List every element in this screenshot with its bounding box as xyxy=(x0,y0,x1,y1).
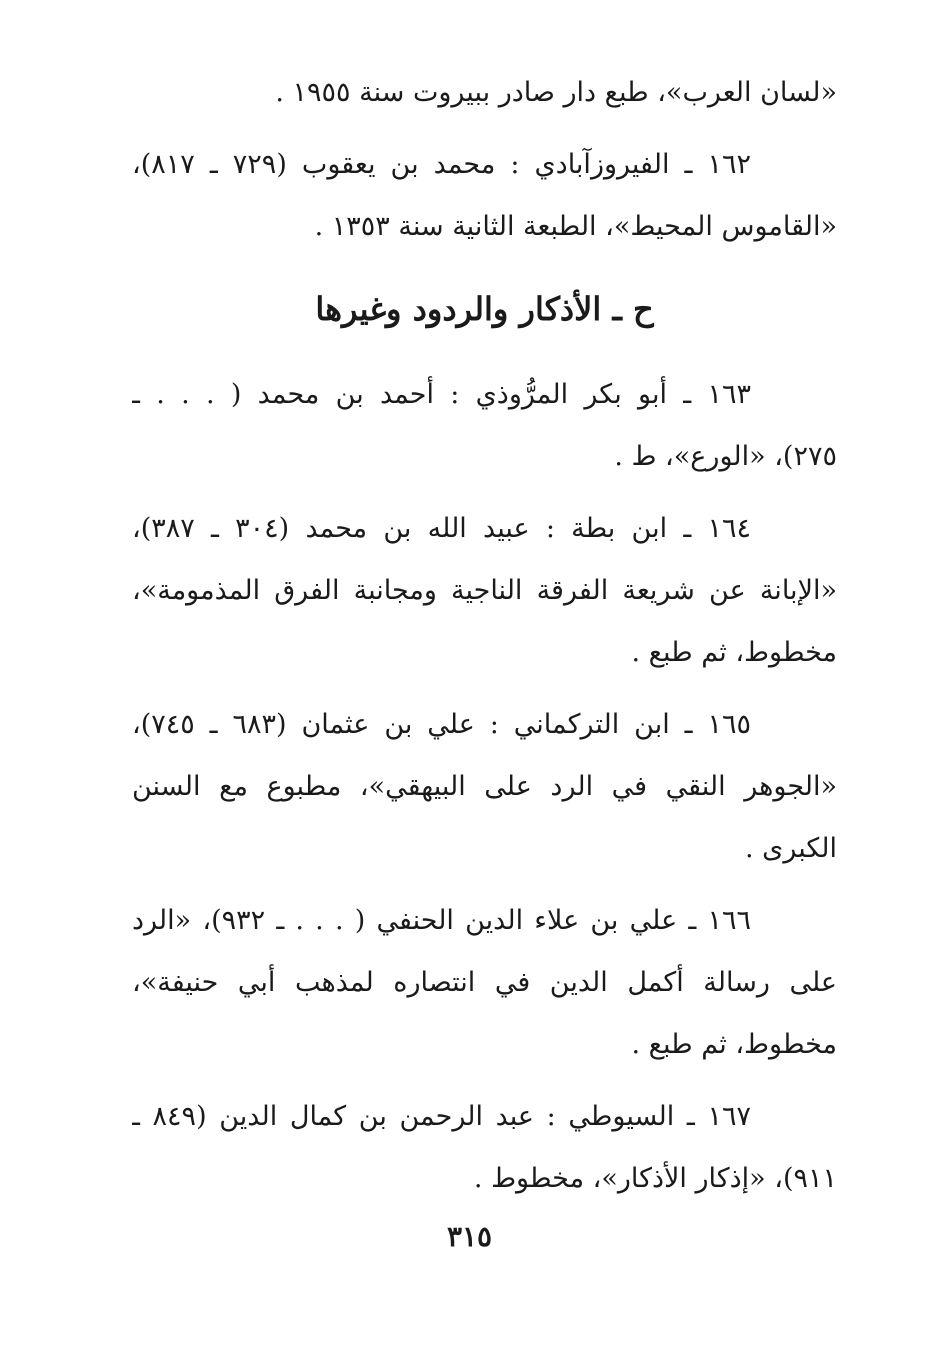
page-body xyxy=(132,62,837,1210)
entry-162-line-1: ١٦٢ ـ الفيروزآبادي : محمد بن يعقوب (٧٢٩ ـ ٨١٧)، xyxy=(132,149,751,180)
entry-166-line-1: ١٦٦ ـ علي بن علاء الدين الحنفي ( . . . ـ ٩٣٢)، «الرد xyxy=(132,905,751,936)
entry-164-line-2: «الإبانة عن شريعة الفرقة الناجية ومجانبة الفرق المذمومة»، xyxy=(132,575,837,606)
entry-167-line-2: ٩١١)، «إذكار الأذكار»، مخطوط . xyxy=(473,1163,837,1194)
entry-166-line-2: على رسالة أكمل الدين في انتصاره لمذهب أبي حنيفة»، xyxy=(132,967,837,998)
entry-164 xyxy=(132,498,837,684)
entry-163 xyxy=(132,364,837,488)
entry-162 xyxy=(132,134,837,258)
entry-163-line-2: ٢٧٥)، «الورع»، ط . xyxy=(614,441,837,472)
entry-167-line-1: ١٦٧ ـ السيوطي : عبد الرحمن بن كمال الدين (٨٤٩ ـ xyxy=(132,1101,751,1132)
entry-161-continuation: «لسان العرب»، طبع دار صادر ببيروت سنة ١٩٥٥ . xyxy=(275,77,837,108)
section-heading: ح ـ الأذكار والردود وغيرها xyxy=(315,290,654,328)
entry-165 xyxy=(132,694,837,880)
entry-166 xyxy=(132,890,837,1076)
entry-165-line-2: «الجوهر النقي في الرد على البيهقي»، مطبوع مع السنن xyxy=(132,771,837,802)
entry-165-line-1: ١٦٥ ـ ابن التركماني : علي بن عثمان (٦٨٣ ـ ٧٤٥)، xyxy=(132,709,752,740)
entry-165-line-3: الكبرى . xyxy=(745,833,837,864)
entry-167 xyxy=(132,1086,837,1210)
entry-164-line-1: ١٦٤ ـ ابن بطة : عبيد الله بن محمد (٣٠٤ ـ ٣٨٧)، xyxy=(132,513,752,544)
entry-166-line-3: مخطوط، ثم طبع . xyxy=(631,1029,837,1060)
entry-162-line-2: «القاموس المحيط»، الطبعة الثانية سنة ١٣٥٣ . xyxy=(314,211,837,242)
entry-163-line-1: ١٦٣ ـ أبو بكر المرُّوذي : أحمد بن محمد ( . . . ـ xyxy=(132,379,751,410)
entry-164-line-3: مخطوط، ثم طبع . xyxy=(631,637,837,668)
page-number: ٣١٥ xyxy=(446,1220,493,1253)
